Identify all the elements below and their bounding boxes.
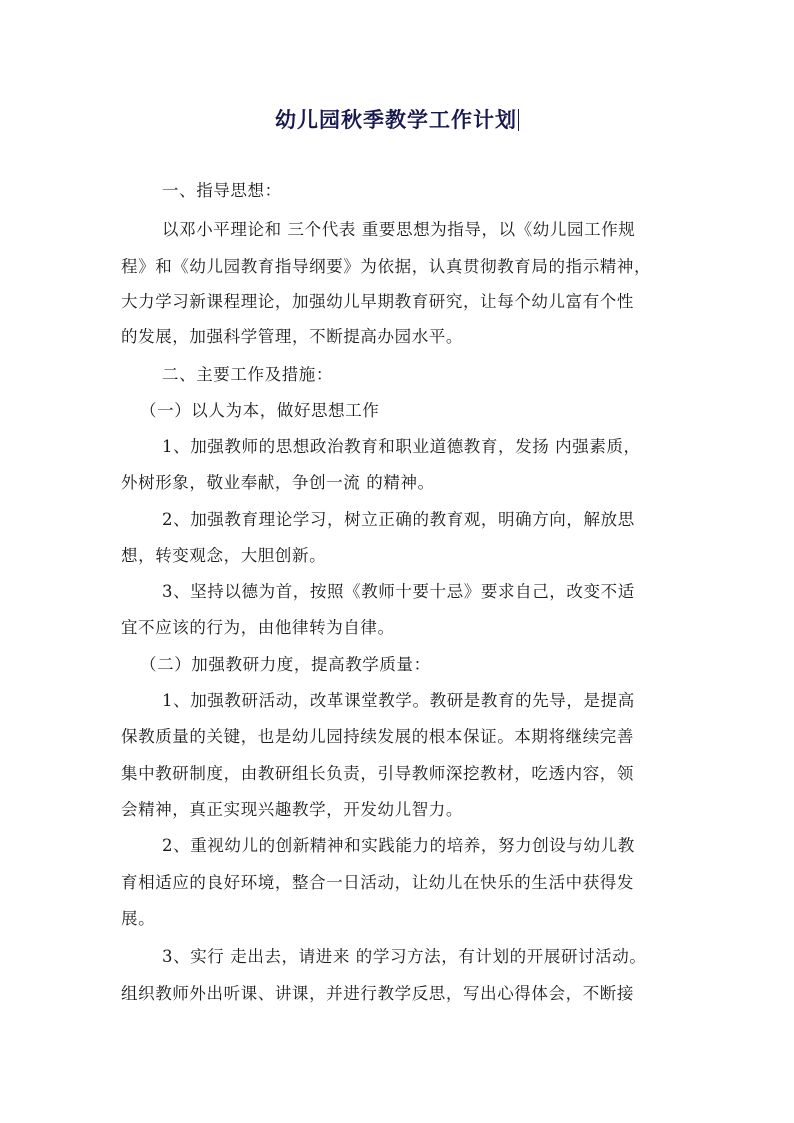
paragraph-line: 2、加强教育理论学习，树立正确的教育观，明确方向，解放思 — [162, 510, 635, 529]
paragraph-line: 1、加强教研活动，改革课堂教学。教研是教育的先导，是提高 — [162, 691, 635, 710]
subsection-heading: （二）加强教研力度，提高教学质量： — [140, 655, 431, 674]
paragraph-line: 想，转变观念，大胆创新。 — [121, 546, 327, 565]
paragraph-line: 会精神，真正实现兴趣教学，开发幼儿智力。 — [121, 800, 463, 819]
paragraph-line: 1、加强教师的思想政治教育和职业道德教育，发扬 内强素质， — [162, 437, 641, 456]
paragraph-line: 展。 — [121, 909, 156, 928]
paragraph-line: 3、坚持以德为首，按照《教师十要十忌》要求自己，改变不适 — [162, 582, 635, 601]
paragraph-line: 的发展，加强科学管理，不断提高办园水平。 — [121, 327, 463, 346]
section-heading: 二、主要工作及措施： — [162, 365, 333, 384]
paragraph-line: 保教质量的关键，也是幼儿园持续发展的根本保证。本期将继续完善 — [121, 727, 634, 746]
paragraph-line: 集中教研制度，由教研组长负责，引导教师深挖教材，吃透内容，领 — [121, 764, 634, 783]
section-heading: 一、指导思想： — [162, 181, 282, 200]
paragraph-line: 2、重视幼儿的创新精神和实践能力的培养，努力创设与幼儿教 — [162, 836, 635, 855]
paragraph-line: 外树形象，敬业奉献，争创一流 的精神。 — [121, 473, 435, 492]
paragraph-line: 宜不应该的行为，由他律转为自律。 — [121, 618, 395, 637]
paragraph-line: 育相适应的良好环境，整合一日活动，让幼儿在快乐的生活中获得发 — [121, 873, 634, 892]
document-title: 幼儿园秋季教学工作计划 — [275, 107, 517, 132]
paragraph-line: 程》和《幼儿园教育指导纲要》为依据，认真贯彻教育局的指示精神， — [121, 257, 652, 276]
text-cursor — [518, 109, 519, 131]
subsection-heading: （一）以人为本，做好思想工作 — [140, 401, 380, 420]
paragraph-line: 组织教师外出听课、讲课，并进行教学反思，写出心得体会，不断接 — [121, 984, 634, 1003]
paragraph-line: 3、实行 走出去，请进来 的学习方法，有计划的开展研讨活动。 — [162, 947, 647, 966]
paragraph-line: 以邓小平理论和 三个代表 重要思想为指导，以《幼儿园工作规 — [162, 220, 636, 239]
paragraph-line: 大力学习新课程理论，加强幼儿早期教育研究，让每个幼儿富有个性 — [121, 292, 634, 311]
